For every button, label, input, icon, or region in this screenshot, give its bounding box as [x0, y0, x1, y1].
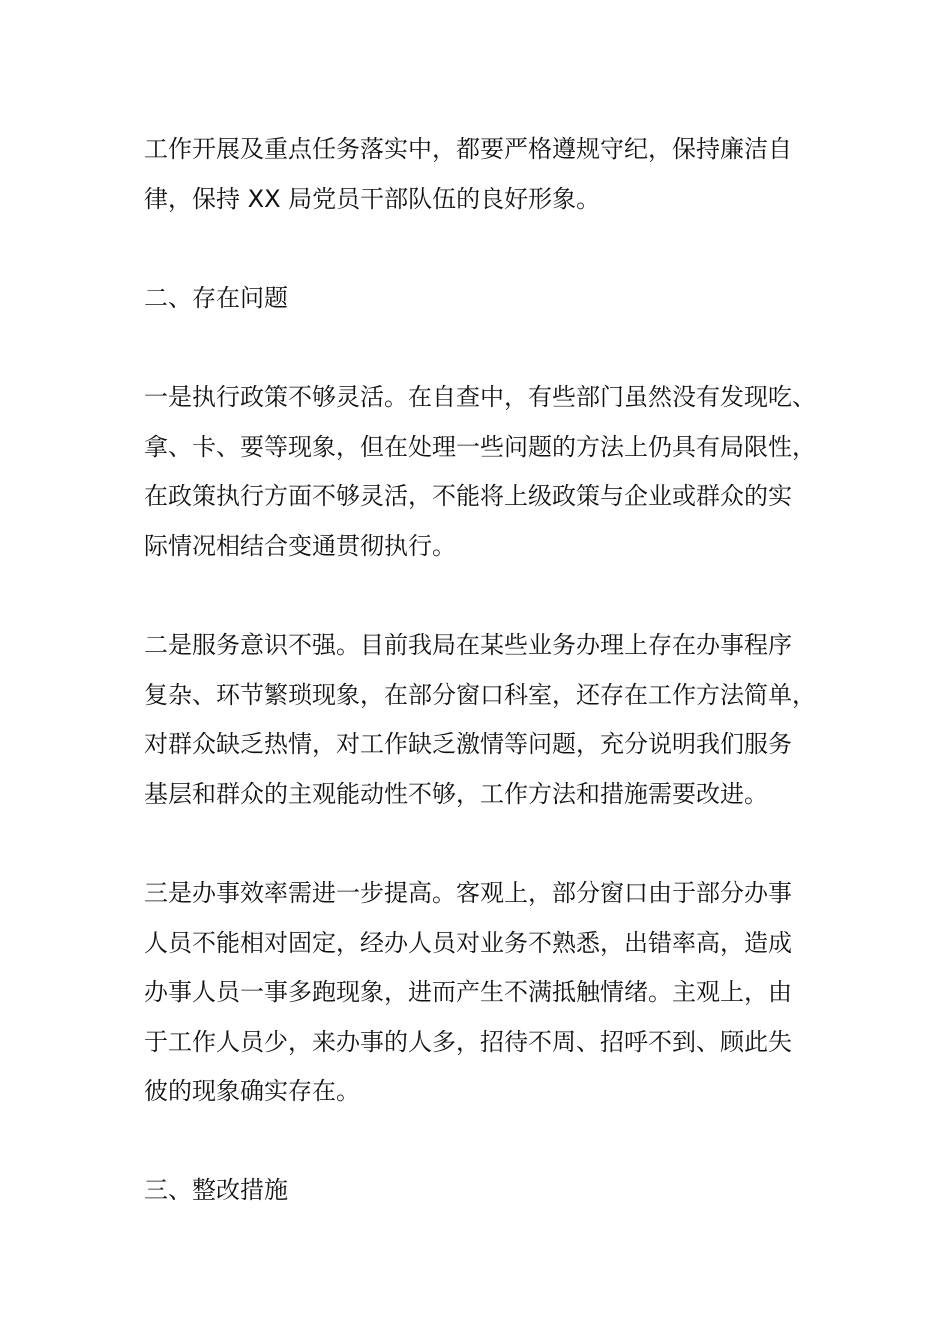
paragraph-line: 一是执行政策不够灵活。在自查中，有些部门虽然没有发现吃、: [144, 382, 816, 411]
paragraph-line: 工作开展及重点任务落实中，都要严格遵规守纪，保持廉洁自: [144, 135, 792, 163]
section-heading-problems: [144, 274, 816, 324]
paragraph-line: 复杂、环节繁琐现象，在部分窗口科室，还存在工作方法简单，: [144, 680, 816, 709]
paragraph-spacer: [144, 571, 816, 621]
paragraph-spacer: [144, 819, 816, 869]
paragraph-spacer: [144, 224, 816, 274]
paragraph-line: 对群众缺乏热情，对工作缺乏激情等问题，充分说明我们服务: [144, 730, 792, 759]
paragraph-line: 在政策执行方面不够灵活，不能将上级政策与企业或群众的实: [144, 482, 792, 511]
paragraph-line: 际情况相结合变通贯彻执行。: [144, 531, 456, 560]
section-heading-measures: [144, 1166, 816, 1216]
paragraph-line: 彼的现象确实存在。: [144, 1077, 360, 1106]
paragraph-line: 办事人员一事多跑现象，进而产生不满抵触情绪。主观上，由: [144, 978, 792, 1007]
problem-paragraph-three: [144, 869, 816, 1117]
problem-paragraph-one: [144, 373, 816, 571]
paragraph-line: 人员不能相对固定，经办人员对业务不熟悉，出错率高，造成: [144, 928, 792, 957]
paragraph-line: 于工作人员少，来办事的人多，招待不周、招呼不到、顾此失: [144, 1027, 792, 1056]
paragraph-line: 律，保持 XX 局党员干部队伍的良好形象。: [144, 184, 601, 213]
continuation-paragraph: [144, 125, 816, 224]
paragraph-line: 二是服务意识不强。目前我局在某些业务办理上存在办事程序: [144, 630, 792, 659]
paragraph-spacer: [144, 323, 816, 373]
paragraph-spacer: [144, 1117, 816, 1167]
problem-paragraph-two: [144, 621, 816, 819]
paragraph-line: 三是办事效率需进一步提高。客观上，部分窗口由于部分办事: [144, 878, 792, 907]
section-heading-text: 三、整改措施: [144, 1176, 288, 1205]
document-body: [144, 125, 816, 1216]
paragraph-line: 基层和群众的主观能动性不够，工作方法和措施需要改进。: [144, 779, 768, 808]
section-heading-text: 二、存在问题: [144, 283, 288, 312]
paragraph-line: 拿、卡、要等现象，但在处理一些问题的方法上仍具有局限性，: [144, 432, 816, 461]
